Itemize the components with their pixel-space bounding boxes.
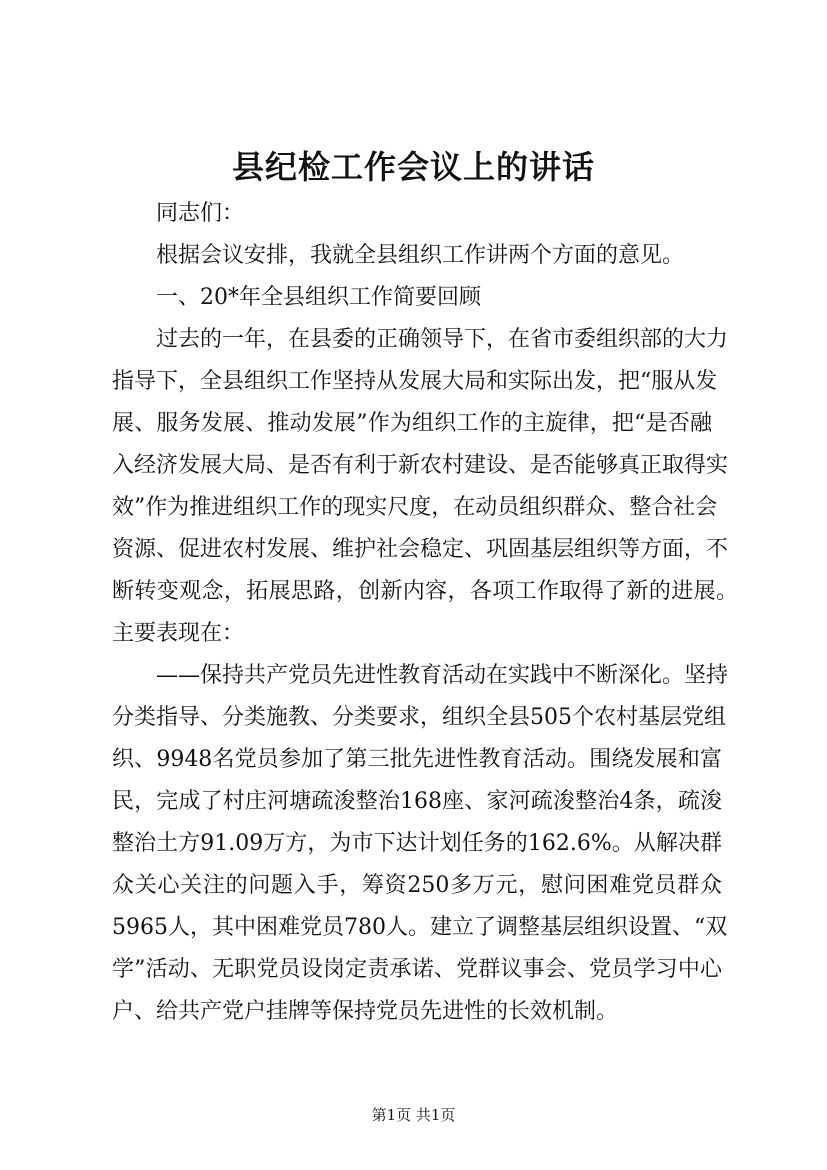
section-heading: 一、20*年全县组织工作简要回顾: [156, 285, 481, 310]
page-number: 第1页 共1页: [371, 1106, 456, 1124]
paragraph-line: 分类指导、分类施教、分类要求，组织全县505个农村基层党组: [112, 705, 726, 730]
paragraph-line: 民，完成了村庄河塘疏浚整治168座、家河疏浚整治4条，疏浚: [112, 789, 722, 814]
document-title: 县纪检工作会议上的讲话: [231, 148, 595, 186]
salutation: 同志们：: [156, 201, 245, 226]
paragraph-line: 户、给共产党户挂牌等保持党员先进性的长效机制。: [112, 999, 619, 1024]
paragraph-line: 学”活动、无职党员设岗定责承诺、党群议事会、党员学习中心: [112, 957, 722, 982]
paragraph-line: 效”作为推进组织工作的现实尺度，在动员组织群众、整合社会: [112, 495, 718, 520]
paragraph-line: 主要表现在：: [112, 621, 245, 646]
paragraph-line: 5965人，其中困难党员780人。建立了调整基层组织设置、“双: [112, 915, 728, 940]
paragraph-line: 资源、促进农村发展、维护社会稳定、巩固基层组织等方面，不: [112, 537, 729, 562]
paragraph-line: ——保持共产党员先进性教育活动在实践中不断深化。坚持: [156, 663, 729, 688]
paragraph-line: 指导下，全县组织工作坚持从发展大局和实际出发，把“服从发: [112, 369, 718, 394]
paragraph-line: 展、服务发展、推动发展”作为组织工作的主旋律，把“是否融: [112, 411, 712, 436]
intro-paragraph: 根据会议安排，我就全县组织工作讲两个方面的意见。: [156, 243, 685, 268]
paragraph-line: 入经济发展大局、是否有利于新农村建设、是否能够真正取得实: [112, 453, 729, 478]
paragraph-line: 众关心关注的问题入手，筹资250多万元，慰问困难党员群众: [112, 873, 722, 898]
paragraph-line: 织、9948名党员参加了第三批先进性教育活动。围绕发展和富: [112, 747, 722, 772]
paragraph-line: 整治土方91.09万方，为市下达计划任务的162.6%。从解决群: [112, 831, 722, 856]
paragraph-line: 过去的一年，在县委的正确领导下，在省市委组织部的大力: [156, 327, 729, 352]
paragraph-line: 断转变观念，拓展思路，创新内容，各项工作取得了新的进展。: [112, 579, 738, 604]
